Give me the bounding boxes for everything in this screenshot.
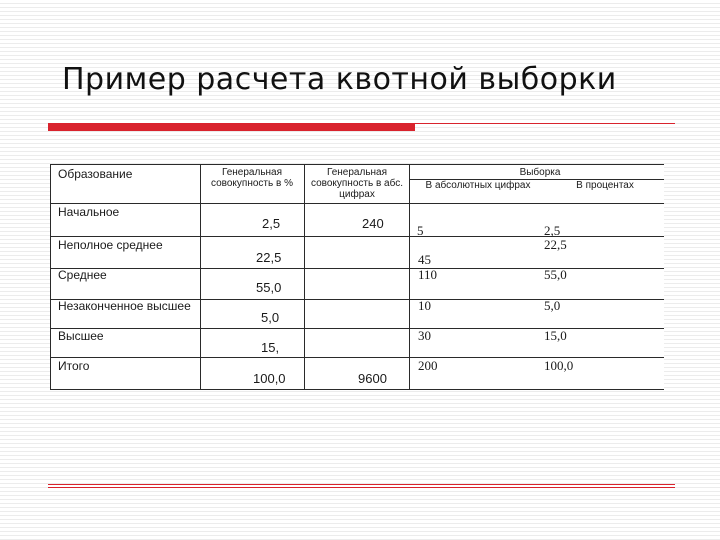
sample-percent-value: 5,0	[544, 298, 561, 313]
sample-absolute-value: 200	[418, 358, 438, 373]
row-label: Незаконченное высшее	[58, 299, 191, 313]
table-border-top	[50, 164, 664, 165]
row-divider	[50, 268, 664, 269]
column-divider	[200, 164, 201, 390]
header-sample: Выборка	[519, 167, 561, 178]
slide-title: Пример расчета квотной выборки	[62, 62, 617, 97]
header-sample-percent: В процентах	[576, 180, 634, 191]
header-population-percent: Генеральная совокупность в %	[211, 167, 293, 189]
sample-percent-value: 22,5	[544, 237, 567, 252]
population-percent-value: 15,	[261, 340, 280, 355]
table-border-bottom	[50, 389, 664, 390]
population-percent-value: 5,0	[261, 310, 280, 325]
title-underline-thick	[48, 123, 415, 131]
quota-sample-table	[50, 164, 664, 390]
header-bottom-border	[50, 203, 664, 204]
row-divider	[50, 328, 664, 329]
population-absolute-value: 9600	[358, 371, 387, 386]
title-underline-thin	[415, 123, 675, 124]
sample-absolute-value: 110	[418, 267, 438, 282]
population-percent-value: 55,0	[256, 280, 282, 295]
sample-percent-value: 100,0	[544, 358, 574, 373]
row-divider	[50, 236, 664, 237]
row-label: Итого	[58, 359, 90, 373]
row-label: Среднее	[58, 268, 107, 282]
sample-absolute-value: 45	[418, 252, 431, 267]
sample-absolute-value: 30	[418, 328, 431, 343]
column-divider	[409, 164, 410, 390]
row-label: Начальное	[58, 205, 120, 219]
footer-rule	[48, 484, 675, 485]
population-percent-value: 22,5	[256, 250, 282, 265]
table-border-left	[50, 164, 51, 390]
row-label: Неполное среднее	[58, 238, 163, 252]
header-population-absolute: Генеральная совокупность в абс. цифрах	[310, 167, 404, 200]
population-percent-value: 100,0	[253, 371, 286, 386]
row-label: Высшее	[58, 329, 104, 343]
sample-absolute-value: 5	[417, 223, 424, 238]
sample-percent-value: 15,0	[544, 328, 567, 343]
column-divider	[304, 164, 305, 390]
header-sample-absolute: В абсолютных цифрах	[425, 180, 531, 191]
sample-absolute-value: 10	[418, 298, 431, 313]
sample-percent-value: 2,5	[544, 223, 561, 238]
population-absolute-value: 240	[362, 216, 384, 231]
sample-percent-value: 55,0	[544, 267, 567, 282]
population-percent-value: 2,5	[262, 216, 281, 231]
footer-rule	[48, 487, 675, 488]
header-education: Образование	[58, 167, 133, 181]
